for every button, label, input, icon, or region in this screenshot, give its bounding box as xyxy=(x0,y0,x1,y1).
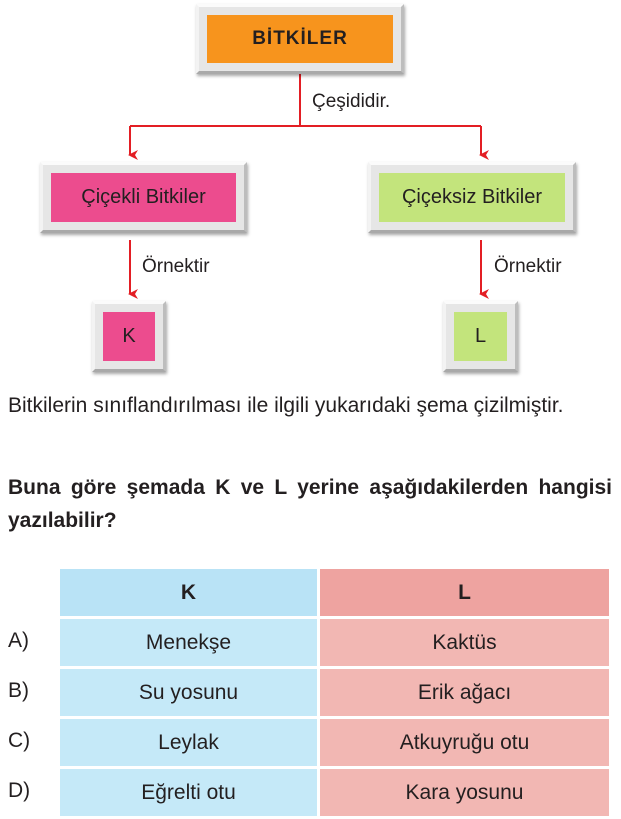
option-letter-a[interactable]: A) xyxy=(8,629,29,652)
k-node xyxy=(92,301,166,372)
right-edge-label: Örnektir xyxy=(494,256,562,277)
flowering-plants-node xyxy=(40,162,247,233)
nonflowering-plants-label: Çiçeksiz Bitkiler xyxy=(379,173,565,222)
k-node-label: K xyxy=(103,312,155,361)
option-a-k: Menekşe xyxy=(60,619,320,666)
option-row-d[interactable] xyxy=(60,769,609,816)
option-b-l: Erik ağacı xyxy=(320,669,609,716)
k-column-header: K xyxy=(60,569,320,616)
l-node xyxy=(443,301,518,372)
flowering-plants-label: Çiçekli Bitkiler xyxy=(51,173,236,222)
option-d-k: Eğrelti otu xyxy=(60,769,320,816)
option-letter-b[interactable]: B) xyxy=(8,679,29,702)
option-row-c[interactable] xyxy=(60,719,609,766)
left-edge-label: Örnektir xyxy=(142,256,210,277)
option-letter-d[interactable]: D) xyxy=(8,779,31,802)
l-node-label: L xyxy=(454,312,507,361)
option-d-l: Kara yosunu xyxy=(320,769,609,816)
option-a-l: Kaktüs xyxy=(320,619,609,666)
option-letter-c[interactable]: C) xyxy=(8,729,31,752)
l-column-header: L xyxy=(320,569,609,616)
option-row-b[interactable] xyxy=(60,669,609,716)
answer-table-header xyxy=(60,569,609,616)
option-b-k: Su yosunu xyxy=(60,669,320,716)
question-stem: Bitkilerin sınıflandırılması ile ilgili yukarıdaki şema çizilmiştir. xyxy=(8,394,564,417)
answer-table xyxy=(60,566,609,819)
nonflowering-plants-node xyxy=(368,162,576,233)
root-node-label: BİTKİLER xyxy=(207,15,393,63)
root-edge-label: Çeşididir. xyxy=(312,91,391,112)
question-prompt: Buna göre şemada K ve L yerine aşağıdakilerden hangisi yazılabilir? xyxy=(8,476,612,532)
root-node xyxy=(196,4,404,74)
option-row-a[interactable] xyxy=(60,619,609,666)
option-c-l: Atkuyruğu otu xyxy=(320,719,609,766)
option-c-k: Leylak xyxy=(60,719,320,766)
